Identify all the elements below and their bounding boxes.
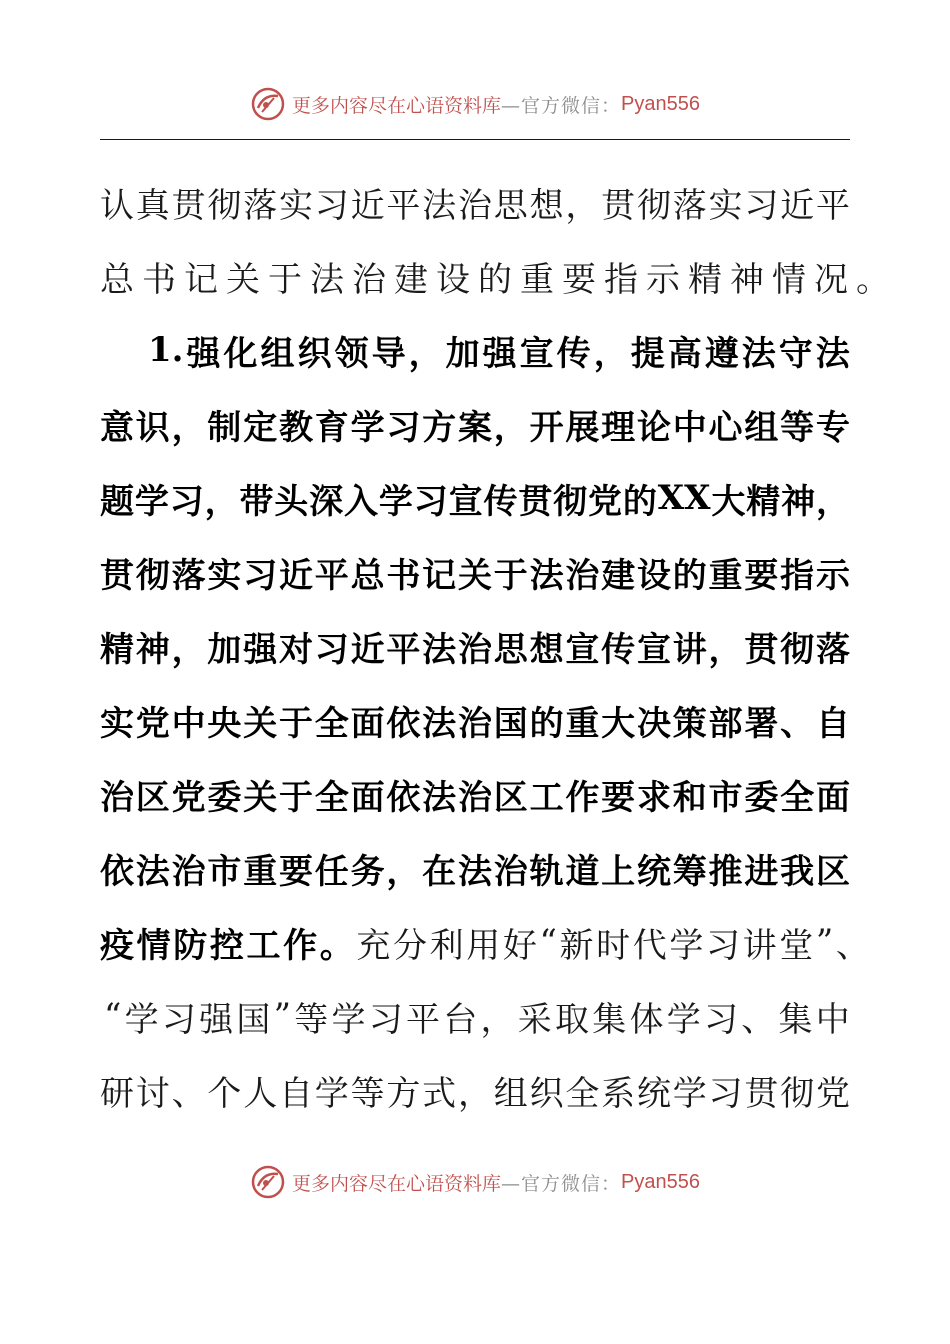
footer-watermark bbox=[0, 1162, 950, 1202]
body-line: 意 识 ， 制 定 教 育 学 习 方 案 ， 开 展 理 论 中 心 组 等 专 bbox=[100, 407, 850, 448]
body-line: 总 书 记 关 于 法 治 建 设 的 重 要 指 示 精 神 情 况 。 bbox=[100, 259, 898, 300]
header-divider bbox=[100, 139, 850, 140]
header-wechat-label: —官方微信： bbox=[501, 94, 622, 117]
body-line: 认 真 贯 彻 落 实 习 近 平 法 治 思 想 ， 贯 彻 落 实 习 近 平 bbox=[100, 185, 850, 226]
body-line: 疫 情 防 控 工 作 。 充 分 利 用 好 “ 新 时 代 学 习 讲 堂 ” 、 bbox=[100, 922, 870, 966]
xinyu-logo-icon bbox=[250, 86, 286, 122]
footer-wechat-label: —官方微信： bbox=[501, 1172, 622, 1195]
header-tagline: 更多内容尽在心语资料库 bbox=[292, 94, 502, 117]
body-line: 实 党 中 央 关 于 全 面 依 法 治 国 的 重 大 决 策 部 署 、 自 bbox=[100, 703, 850, 744]
body-line: 研 讨 、 个 人 自 学 等 方 式 ， 组 织 全 系 统 学 习 贯 彻 党 bbox=[100, 1073, 850, 1114]
header-watermark bbox=[0, 84, 950, 124]
body-line: 依 法 治 市 重 要 任 务 ， 在 法 治 轨 道 上 统 筹 推 进 我 区 bbox=[100, 851, 850, 892]
xinyu-logo-icon bbox=[250, 1164, 286, 1200]
body-line: 1. 强 化 组 织 领 导 ， 加 强 宣 传 ， 提 高 遵 法 守 法 bbox=[148, 330, 850, 374]
body-line: 治 区 党 委 关 于 全 面 依 法 治 区 工 作 要 求 和 市 委 全 面 bbox=[100, 777, 850, 818]
body-line: 贯 彻 落 实 习 近 平 总 书 记 关 于 法 治 建 设 的 重 要 指 示 bbox=[100, 555, 850, 596]
body-line: 精 神 ， 加 强 对 习 近 平 法 治 思 想 宣 传 宣 讲 ， 贯 彻 落 bbox=[100, 629, 850, 670]
body-line: “ 学 习 强 国 ” 等 学 习 平 台 ， 采 取 集 体 学 习 、 集 中 bbox=[104, 996, 850, 1040]
footer-tagline: 更多内容尽在心语资料库 bbox=[292, 1172, 502, 1195]
footer-wechat-id: Pyan556 bbox=[621, 1170, 700, 1193]
header-wechat-id: Pyan556 bbox=[621, 92, 700, 115]
body-line: 题 学 习 ， 带 头 深 入 学 习 宣 传 贯 彻 党 的 XX 大 精 神 ， bbox=[100, 478, 850, 522]
